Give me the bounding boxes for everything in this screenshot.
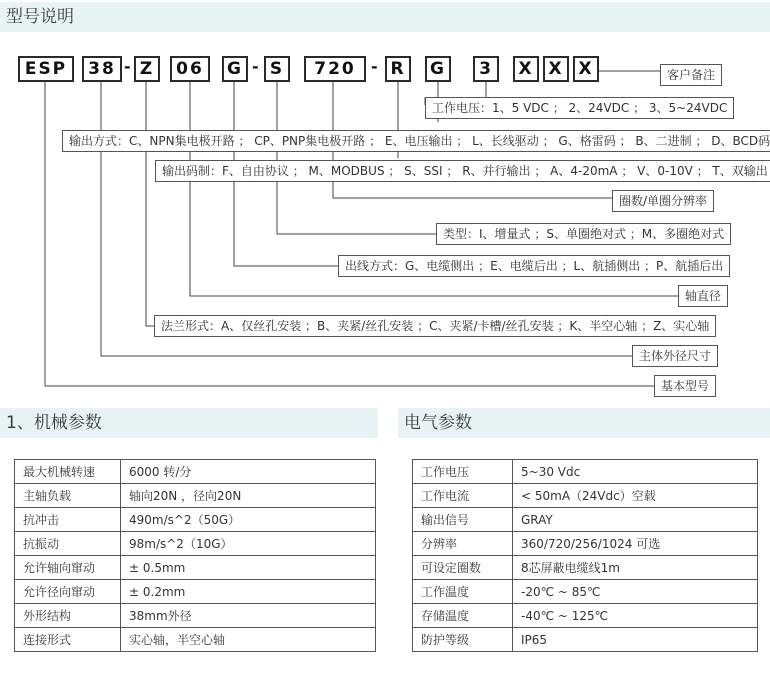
table-row bbox=[413, 556, 758, 580]
table-row bbox=[15, 532, 376, 556]
label-output-code: 输出码制：F、自由协议 ； M、MODBUS ； S、SSI ； R、并行输出 ； A、4-20mA ； V、0-10V ； T、双输出 bbox=[155, 160, 770, 182]
label-shaft-diameter: 轴直径 bbox=[678, 285, 728, 307]
label-customer-note: 客户备注 bbox=[660, 64, 722, 86]
table-row bbox=[15, 628, 376, 652]
table-row bbox=[15, 484, 376, 508]
param-name-cell: 分辨率 bbox=[413, 532, 513, 556]
param-name-cell: 抗冲击 bbox=[15, 508, 121, 532]
mechanical-section-title: 1、机械参数 bbox=[6, 413, 102, 433]
param-value-cell: 38mm外径 bbox=[121, 604, 376, 628]
param-value-cell: IP65 bbox=[513, 628, 758, 652]
param-name-cell: 工作电压 bbox=[413, 460, 513, 484]
table-row bbox=[15, 460, 376, 484]
mechanical-section-header bbox=[0, 408, 378, 438]
electrical-section-title: 电气参数 bbox=[404, 413, 472, 433]
separator-1: - bbox=[124, 57, 131, 76]
mechanical-table bbox=[14, 459, 376, 652]
label-base-model: 基本型号 bbox=[654, 375, 716, 397]
code-box-series: ESP bbox=[18, 56, 74, 82]
table-row bbox=[413, 628, 758, 652]
electrical-section-header bbox=[398, 408, 770, 438]
line-type bbox=[277, 80, 436, 234]
table-row bbox=[15, 508, 376, 532]
code-box-custom-2: X bbox=[543, 56, 569, 82]
param-name-cell: 最大机械转速 bbox=[15, 460, 121, 484]
model-code-diagram bbox=[0, 40, 770, 400]
param-value-cell: 360/720/256/1024 可选 bbox=[513, 532, 758, 556]
param-name-cell: 主轴负载 bbox=[15, 484, 121, 508]
code-box-output-code: R bbox=[385, 56, 411, 82]
param-name-cell: 抗振动 bbox=[15, 532, 121, 556]
table-row bbox=[15, 556, 376, 580]
label-body-size: 主体外径尺寸 bbox=[632, 345, 718, 367]
line-flange bbox=[146, 80, 154, 326]
table-row bbox=[413, 508, 758, 532]
param-name-cell: 输出信号 bbox=[413, 508, 513, 532]
label-flange: 法兰形式：A、仅丝孔安装 ；B、夹紧/丝孔安装 ；C、夹紧/卡槽/丝孔安装 ；K、半空心轴 ；Z、实心轴 bbox=[154, 315, 716, 337]
param-name-cell: 外形结构 bbox=[15, 604, 121, 628]
param-name-cell: 允许径向窜动 bbox=[15, 580, 121, 604]
model-section-title: 型号说明 bbox=[6, 7, 74, 27]
code-box-type: S bbox=[264, 56, 290, 82]
model-section-header bbox=[0, 2, 770, 32]
param-value-cell: < 50mA（24Vdc）空载 bbox=[513, 484, 758, 508]
code-box-voltage: 3 bbox=[473, 56, 499, 82]
code-box-custom-3: X bbox=[573, 56, 599, 82]
separator-2: - bbox=[252, 57, 259, 76]
separator-3: - bbox=[371, 57, 378, 76]
param-value-cell: 6000 转/分 bbox=[121, 460, 376, 484]
label-voltage: 工作电压：1、5 VDC ； 2、24VDC ； 3、5~24VDC bbox=[425, 97, 734, 119]
code-box-size: 38 bbox=[82, 56, 122, 82]
param-name-cell: 允许轴向窜动 bbox=[15, 556, 121, 580]
param-value-cell: ± 0.2mm bbox=[121, 580, 376, 604]
label-resolution: 圈数/单圈分辨率 bbox=[612, 190, 714, 212]
param-value-cell: ± 0.5mm bbox=[121, 556, 376, 580]
param-value-cell: -40℃ ~ 125℃ bbox=[513, 604, 758, 628]
table-row bbox=[413, 532, 758, 556]
label-output-mode: 输出方式：C、NPN集电极开路 ； CP、PNP集电极开路 ； E、电压输出 ； L、长线驱动 ； G、格雷码 ； B、二进制 ； D、BCD码 bbox=[62, 130, 770, 152]
table-row bbox=[15, 580, 376, 604]
table-row bbox=[413, 460, 758, 484]
param-value-cell: 实心轴，半空心轴 bbox=[121, 628, 376, 652]
param-value-cell: 5~30 Vdc bbox=[513, 460, 758, 484]
code-box-flange: Z bbox=[134, 56, 160, 82]
param-value-cell: 8芯屏蔽电缆线1m bbox=[513, 556, 758, 580]
param-value-cell: 轴向20N ，径向20N bbox=[121, 484, 376, 508]
code-box-outlet: G bbox=[222, 56, 248, 82]
param-name-cell: 连接形式 bbox=[15, 628, 121, 652]
param-name-cell: 存储温度 bbox=[413, 604, 513, 628]
code-box-custom-1: X bbox=[513, 56, 539, 82]
param-name-cell: 工作电流 bbox=[413, 484, 513, 508]
table-row bbox=[15, 604, 376, 628]
code-box-output-mode: G bbox=[425, 56, 451, 82]
param-value-cell: -20℃ ~ 85℃ bbox=[513, 580, 758, 604]
param-value-cell: 490m/s^2（50G） bbox=[121, 508, 376, 532]
code-box-shaft: 06 bbox=[170, 56, 210, 82]
label-outlet: 出线方式：G、电缆侧出 ；E、电缆后出 ；L、航插侧出 ；P、航插后出 bbox=[338, 255, 730, 277]
table-row bbox=[413, 484, 758, 508]
label-type: 类型：I、增量式 ；S、单圈绝对式 ；M、多圈绝对式 bbox=[436, 223, 731, 245]
param-value-cell: 98m/s^2（10G） bbox=[121, 532, 376, 556]
code-box-resolution: 720 bbox=[304, 56, 366, 82]
param-value-cell: GRAY bbox=[513, 508, 758, 532]
electrical-table bbox=[412, 459, 758, 652]
table-row bbox=[413, 580, 758, 604]
param-name-cell: 工作温度 bbox=[413, 580, 513, 604]
table-row bbox=[413, 604, 758, 628]
param-name-cell: 可设定圈数 bbox=[413, 556, 513, 580]
param-name-cell: 防护等级 bbox=[413, 628, 513, 652]
